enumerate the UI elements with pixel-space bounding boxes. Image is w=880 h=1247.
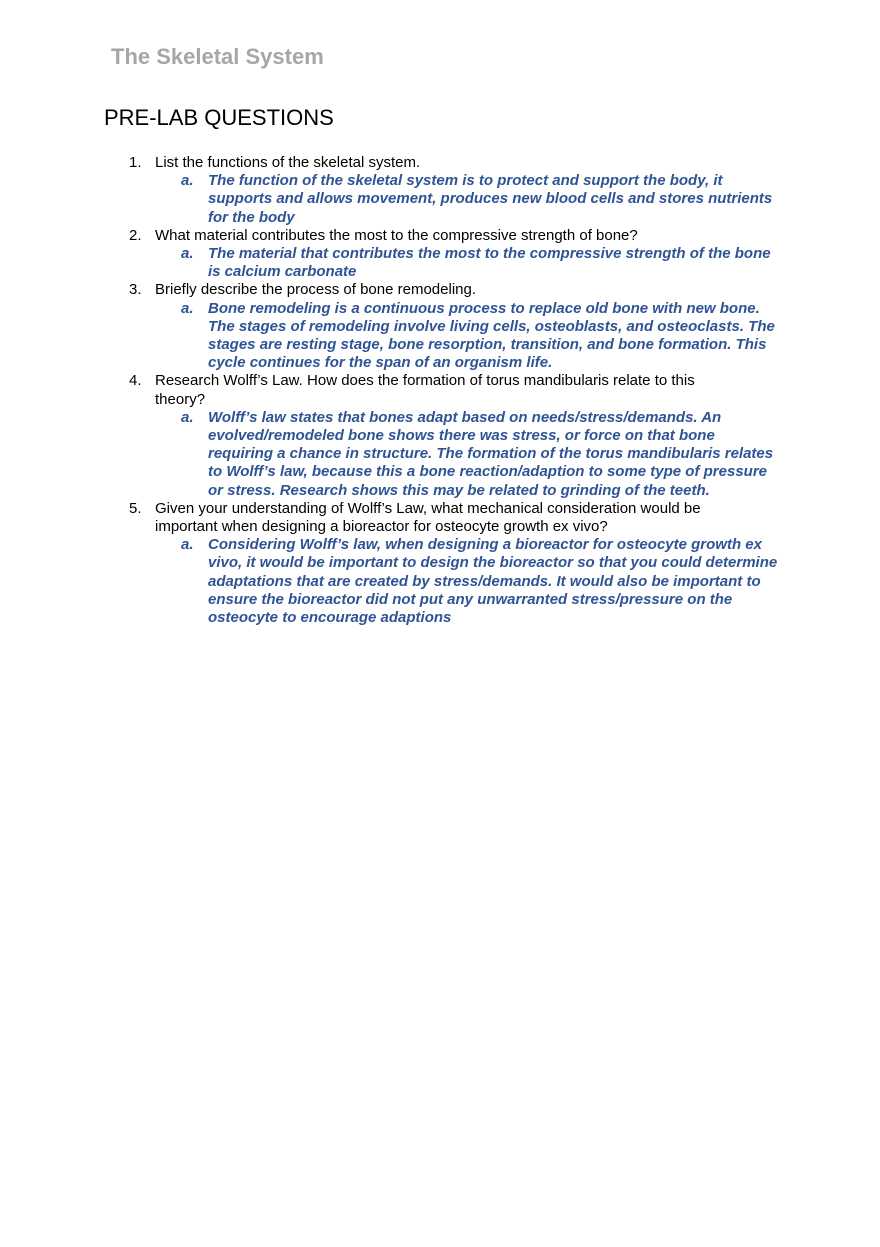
- answer-text: The function of the skeletal system is to protect and support the body, it supports and allows movement, produces new blood cells and stores nutrients for the body: [208, 172, 773, 226]
- section-title: PRE-LAB QUESTIONS: [104, 105, 334, 130]
- question-text: What material contributes the most to the compressive strength of bone?: [155, 226, 638, 244]
- answer-letter: a.: [181, 408, 194, 426]
- answer-5: [0, 536, 778, 627]
- answer-letter: a.: [181, 172, 194, 190]
- question-number: 5.: [129, 499, 142, 517]
- question-3: [0, 281, 745, 299]
- answer-letter: a.: [181, 245, 194, 263]
- question-number: 3.: [129, 281, 142, 299]
- question-list: [0, 154, 880, 627]
- question-text: Given your understanding of Wolff’s Law, what mechanical consideration would be important when designing a bioreactor for osteocyte growth ex vivo?: [155, 499, 701, 536]
- answer-text: Bone remodeling is a continuous process to replace old bone with new bone. The stages of remodeling involve living cells, osteoblasts, and osteoclasts. The stages are resting stage, bone resorption, transition, and bone formation. This cycle continues for the span of an organism life.: [208, 299, 775, 372]
- page-header-title: The Skeletal System: [111, 44, 324, 69]
- question-2: [0, 227, 745, 245]
- answer-2: [0, 245, 778, 281]
- answer-1: [0, 172, 778, 227]
- answer-letter: a.: [181, 536, 194, 554]
- answer-letter: a.: [181, 299, 194, 317]
- answer-text: The material that contributes the most to the compressive strength of the bone is calcium carbonate: [208, 245, 771, 281]
- question-text: Research Wolff’s Law. How does the formation of torus mandibularis relate to this theory?: [155, 372, 695, 408]
- question-text: Briefly describe the process of bone remodeling.: [155, 281, 477, 299]
- question-1: [0, 154, 745, 172]
- answer-4: [0, 409, 778, 500]
- answer-text: Wolff’s law states that bones adapt based on needs/stress/demands. An evolved/remodeled bone shows there was stress, or force on that bone requiring a chance in structure. The formation of the torus mandibularis relates to Wolff’s law, because this a bone reaction/adaption to some type of pressure or stress. Research shows this may be related to grinding of the teeth.: [208, 408, 774, 499]
- question-5: [0, 500, 745, 536]
- question-number: 2.: [129, 226, 142, 244]
- question-text: List the functions of the skeletal system.: [155, 154, 421, 171]
- answer-text: Considering Wolff’s law, when designing a bioreactor for osteocyte growth ex vivo, it would be important to design the bioreactor so that you could determine adaptations that are created by stress/demands. It would also be important to ensure the bioreactor did not put any unwarranted stress/pressure on the osteocyte to encourage adaptions: [208, 536, 778, 627]
- question-number: 4.: [129, 372, 142, 390]
- answer-3: [0, 300, 778, 373]
- question-4: [0, 372, 745, 408]
- question-number: 1.: [129, 154, 142, 171]
